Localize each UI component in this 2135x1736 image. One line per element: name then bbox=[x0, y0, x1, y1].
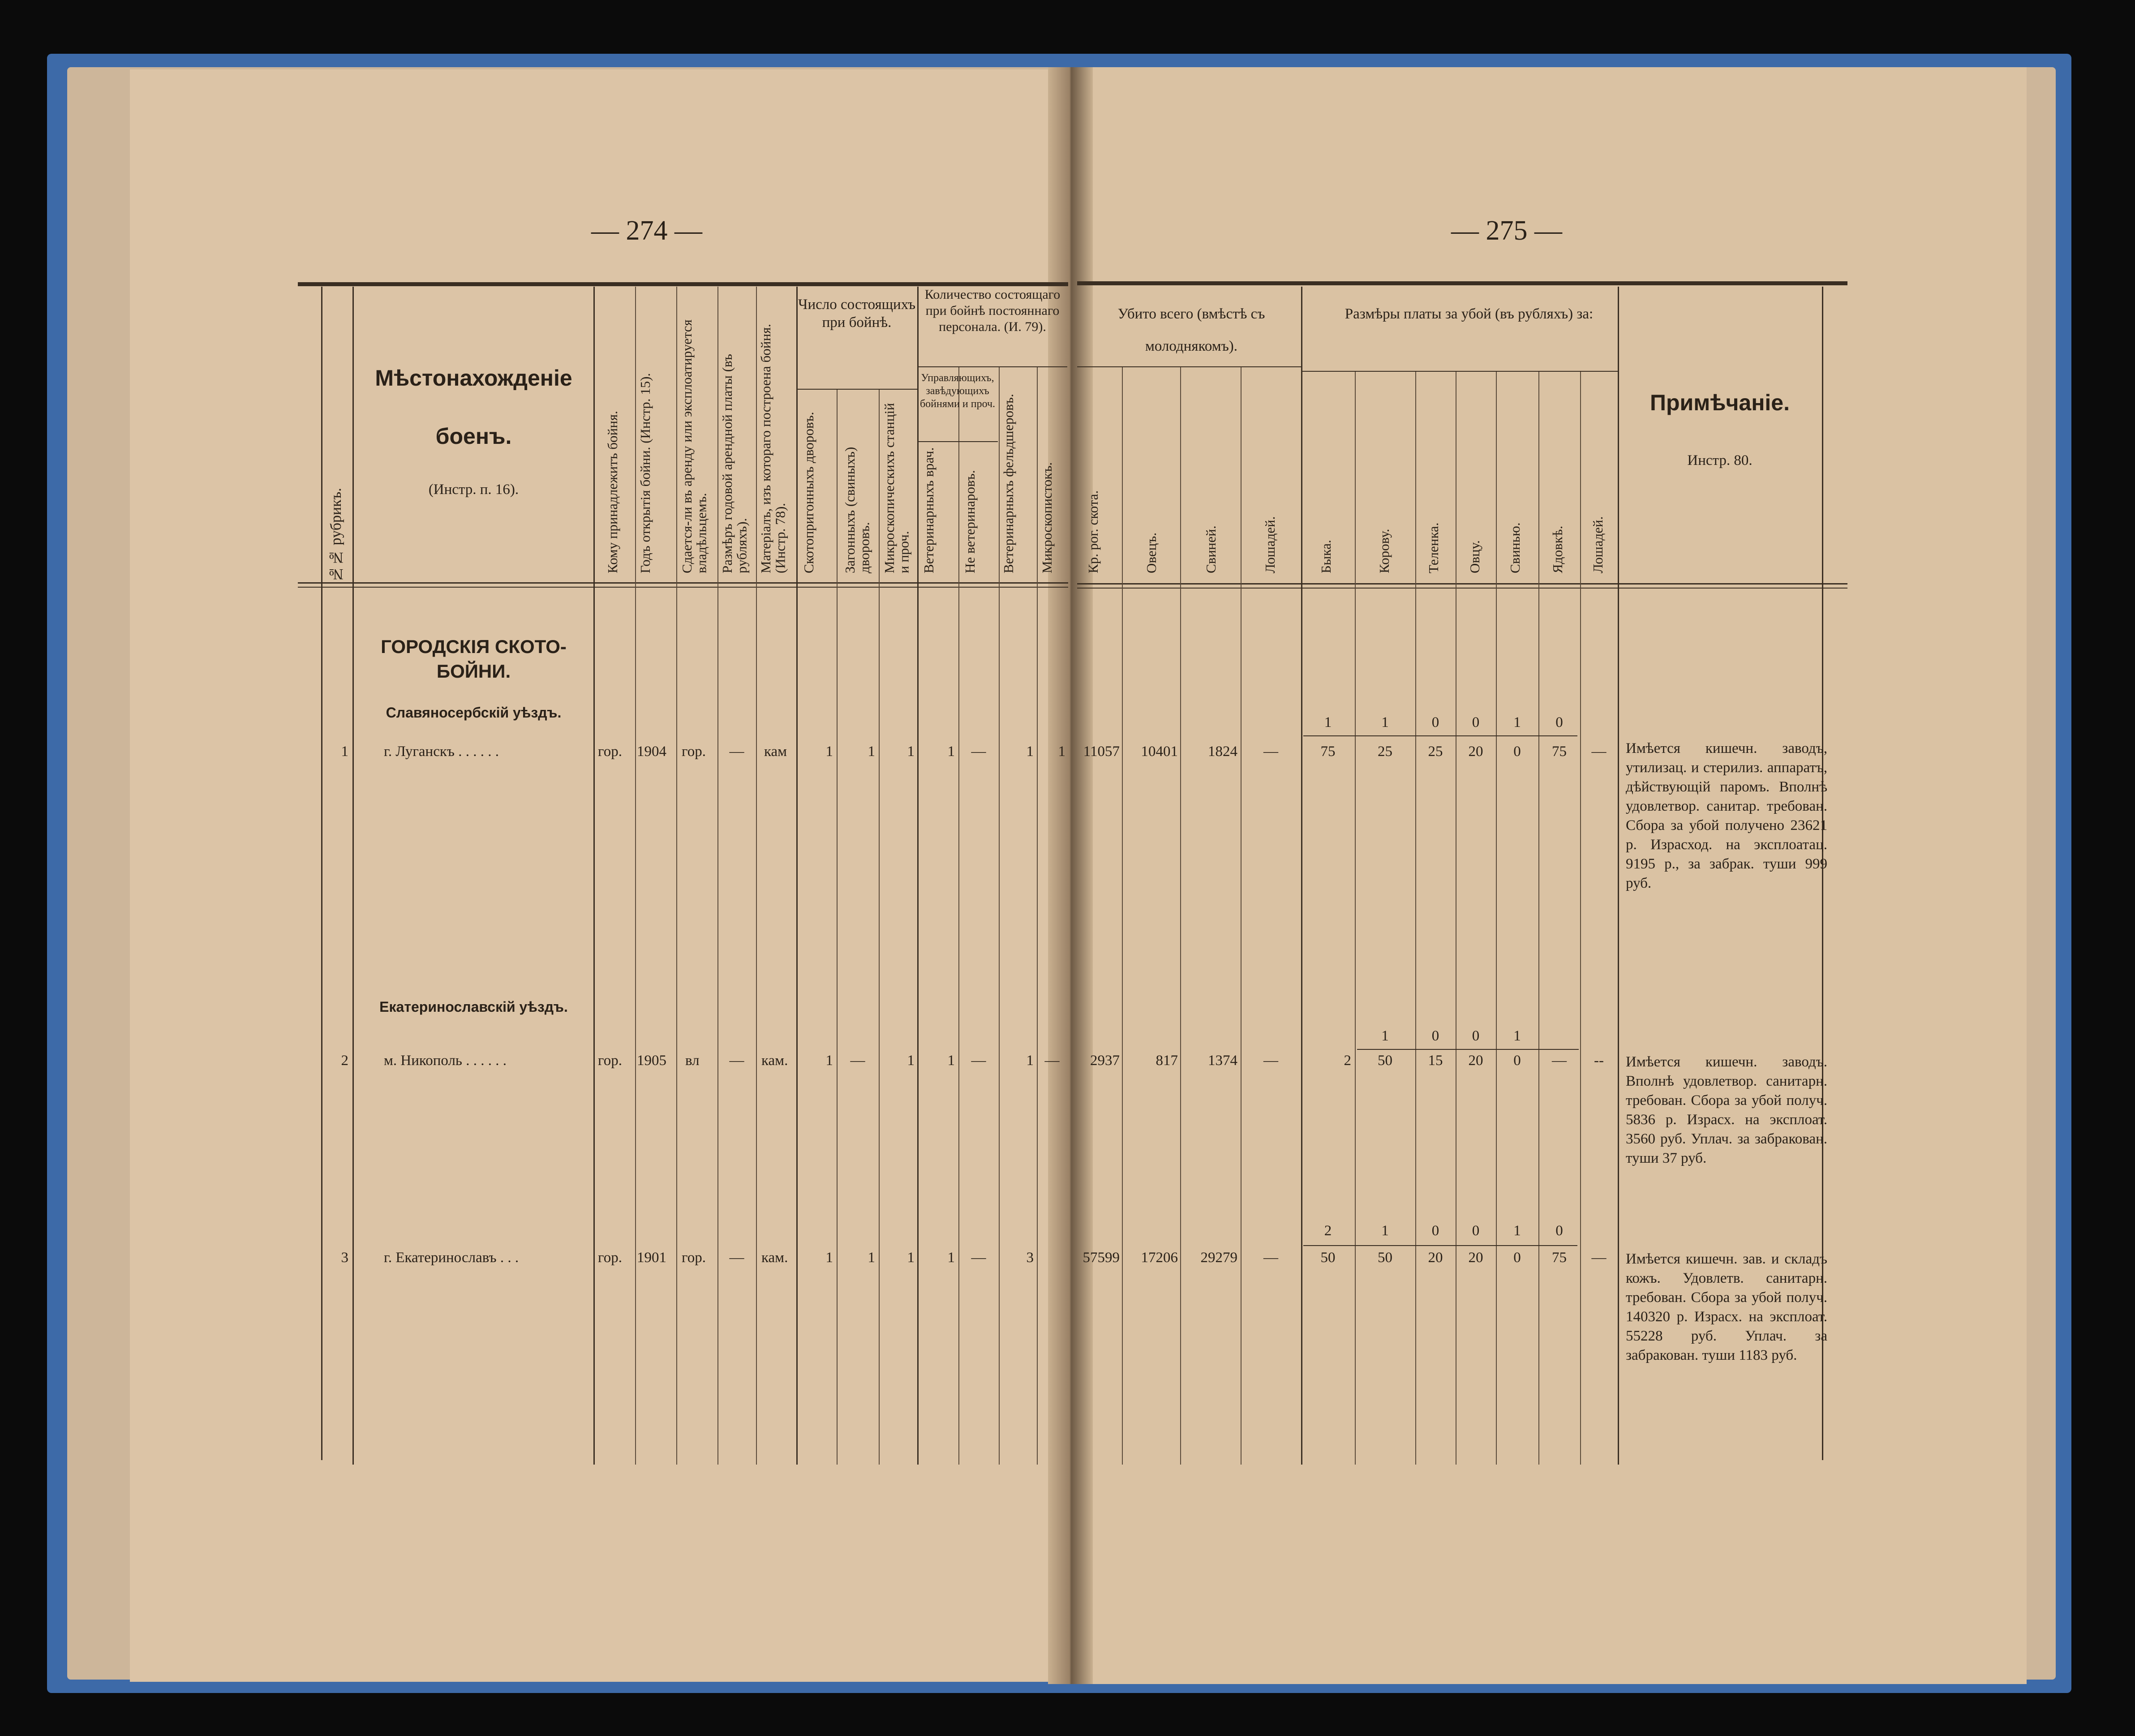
header-rule-right bbox=[1077, 583, 1847, 584]
fee-top: 1 bbox=[1381, 1223, 1389, 1239]
header-cattle: Кр. рог. скота. bbox=[1085, 490, 1101, 573]
fee-top: 0 bbox=[1472, 714, 1480, 730]
header-group-count: Число состоящихъ при бойнѣ. bbox=[798, 296, 916, 331]
fee-bottom: 75 bbox=[1552, 1250, 1567, 1266]
fee-top: 1 bbox=[1513, 714, 1521, 730]
col-line bbox=[635, 287, 636, 1465]
fee-bottom: 50 bbox=[1378, 1053, 1392, 1069]
fraction-rule bbox=[1303, 1245, 1577, 1246]
fraction-rule bbox=[1303, 735, 1577, 736]
col-line bbox=[1180, 367, 1181, 1465]
header-pens: Загонныхъ (свиныхъ) дворовъ. bbox=[842, 447, 872, 573]
row-year: 1905 bbox=[637, 1053, 666, 1069]
row-number: 3 bbox=[341, 1250, 348, 1266]
row-rent: — bbox=[729, 743, 744, 760]
fee-bottom: 20 bbox=[1468, 743, 1483, 760]
row-yards: 1 bbox=[825, 1053, 833, 1069]
fee-top: 1 bbox=[1513, 1028, 1521, 1044]
row-feldshers: 1 bbox=[1026, 743, 1034, 760]
header-pig-fee: Свинью. bbox=[1507, 522, 1523, 573]
col-line bbox=[1301, 287, 1302, 1465]
row-microscopists: 1 bbox=[1058, 743, 1065, 760]
page-number-right: — 275 — bbox=[1451, 215, 1562, 246]
header-vets: Ветеринарныхъ врач. bbox=[921, 447, 936, 573]
row-material: кам. bbox=[761, 1053, 788, 1069]
fee-bottom: 75 bbox=[1320, 743, 1336, 760]
col-line bbox=[321, 287, 322, 1460]
row-leased: гор. bbox=[682, 743, 706, 760]
fee-bottom: 2 bbox=[1344, 1053, 1351, 1069]
row-horses: — bbox=[1263, 1053, 1278, 1069]
header-non-vets: Не ветеринаровъ. bbox=[962, 470, 978, 573]
fee-top: 0 bbox=[1431, 1028, 1439, 1044]
row-place: г. Екатеринославъ . . . bbox=[384, 1250, 519, 1266]
col-line bbox=[837, 390, 838, 1465]
row-vets: 1 bbox=[947, 743, 955, 760]
row-horses: — bbox=[1263, 1250, 1278, 1266]
fee-top: 1 bbox=[1381, 714, 1389, 730]
header-bull: Быка. bbox=[1318, 540, 1334, 573]
fee-top: 0 bbox=[1472, 1223, 1480, 1239]
group-rule bbox=[1077, 366, 1301, 367]
row-yards: 1 bbox=[825, 743, 833, 760]
fee-top: 1 bbox=[1381, 1028, 1389, 1044]
header-calf: Теленка. bbox=[1426, 522, 1441, 573]
row-horses: — bbox=[1263, 743, 1278, 760]
fee-top: 0 bbox=[1431, 714, 1439, 730]
header-rent: Размѣръ годовой арендной платы (въ рубляхъ). bbox=[719, 354, 750, 573]
row-cattle: 2937 bbox=[1090, 1053, 1120, 1069]
header-leased: Сдается-ли въ аренду или эксплоатируется владѣльцемъ. bbox=[679, 319, 709, 573]
row-rent: — bbox=[729, 1250, 744, 1266]
row-microscopists: — bbox=[1044, 1053, 1060, 1069]
row-cattle: 57599 bbox=[1083, 1250, 1120, 1266]
col-line bbox=[1496, 372, 1497, 1465]
header-rubric-no: №№ рубрикъ. bbox=[328, 488, 344, 582]
fee-horse: — bbox=[1591, 743, 1607, 760]
fraction-rule bbox=[1357, 1049, 1579, 1050]
col-line bbox=[593, 287, 595, 1465]
header-horse-fee: Лошадей. bbox=[1590, 516, 1606, 573]
header-horses: Лошадей. bbox=[1262, 516, 1278, 573]
row-nonvets: — bbox=[971, 1250, 986, 1266]
header-location-title-2: боенъ. bbox=[435, 424, 512, 449]
row-micro: 1 bbox=[907, 1250, 915, 1266]
row-micro: 1 bbox=[907, 743, 915, 760]
fee-bottom: 50 bbox=[1378, 1250, 1392, 1266]
fee-bottom: — bbox=[1552, 1053, 1567, 1069]
district-label: Екатеринославскій уѣздъ. bbox=[379, 999, 568, 1015]
group-rule bbox=[1301, 371, 1618, 372]
header-owner: Кому принадлежитъ бойня. bbox=[605, 411, 620, 573]
fee-bottom: 0 bbox=[1513, 1250, 1521, 1266]
header-cow: Корову. bbox=[1376, 529, 1392, 573]
row-feldshers: 1 bbox=[1026, 1053, 1034, 1069]
page-number-left: — 274 — bbox=[591, 215, 702, 246]
row-nonvets: — bbox=[971, 1053, 986, 1069]
header-group-staff: Количество состоящаго при бойнѣ постояннаго персонала. (И. 79). bbox=[924, 287, 1061, 334]
header-rule-left bbox=[298, 582, 1068, 584]
row-pens: — bbox=[850, 1053, 865, 1069]
fee-bottom: 15 bbox=[1428, 1053, 1443, 1069]
fee-top: 1 bbox=[1324, 714, 1332, 730]
row-owner: гор. bbox=[598, 1250, 622, 1266]
group-rule bbox=[917, 441, 998, 442]
header-year: Годъ открытія бойни. (Инстр. 15). bbox=[637, 373, 653, 573]
row-sheep: 817 bbox=[1156, 1053, 1178, 1069]
row-year: 1904 bbox=[637, 743, 666, 760]
fee-top: 0 bbox=[1472, 1028, 1480, 1044]
header-notes-ref: Инстр. 80. bbox=[1687, 452, 1753, 468]
group-rule bbox=[917, 366, 1067, 367]
row-owner: гор. bbox=[598, 743, 622, 760]
header-location-ref: (Инстр. п. 16). bbox=[428, 481, 519, 498]
fee-top: 0 bbox=[1431, 1223, 1439, 1239]
header-managers: Управляющихъ, завѣдующихъ бойнями и проч. bbox=[919, 372, 996, 410]
col-line bbox=[756, 287, 757, 1465]
row-vets: 1 bbox=[947, 1053, 955, 1069]
row-vets: 1 bbox=[947, 1250, 955, 1266]
col-line bbox=[796, 287, 798, 1465]
header-notes-title: Примѣчаніе. bbox=[1650, 390, 1790, 415]
row-sheep: 17206 bbox=[1141, 1250, 1178, 1266]
row-feldshers: 3 bbox=[1026, 1250, 1034, 1266]
row-owner: гор. bbox=[598, 1053, 622, 1069]
row-pens: 1 bbox=[868, 1250, 875, 1266]
row-place: м. Никополь . . . . . . bbox=[384, 1053, 507, 1069]
header-heifer: Ядовкѣ. bbox=[1550, 525, 1565, 573]
header-micro-stations: Микроскопическихъ станцій и проч. bbox=[881, 403, 912, 573]
table-top-rule-left bbox=[298, 282, 1068, 286]
row-note: Имѣется кишечн. заводъ, утилизац. и стерилиз. аппаратъ, дѣйствующій паромъ. Вполнѣ удовлетвор. санитар. требован. Сбора за убой получено 23621 р. Израсход. на эксплоатац. 9195 р., за забрак. туши 999 руб. bbox=[1626, 740, 1827, 891]
col-line bbox=[352, 287, 354, 1465]
row-number: 1 bbox=[341, 743, 348, 760]
row-leased: вл bbox=[685, 1053, 700, 1069]
fee-bottom: 20 bbox=[1468, 1053, 1483, 1069]
row-micro: 1 bbox=[907, 1053, 915, 1069]
header-rule-right-2 bbox=[1077, 588, 1847, 589]
fee-bottom: 0 bbox=[1513, 743, 1521, 760]
group-rule bbox=[796, 389, 917, 390]
fee-bottom: 50 bbox=[1320, 1250, 1336, 1266]
header-fee-group: Размѣры платы за убой (въ рубляхъ) за: bbox=[1345, 306, 1594, 322]
header-sheep-fee: Овцу. bbox=[1467, 540, 1482, 573]
header-pigs: Свиней. bbox=[1203, 525, 1219, 573]
header-material: Матеріалъ, изъ котораго построена бойня. (Инстр. 78). bbox=[758, 324, 788, 573]
fee-horse: — bbox=[1591, 1250, 1607, 1266]
header-feldshers: Ветеринарныхъ фельдшеровъ. bbox=[1001, 394, 1016, 573]
row-note: Имѣется кишечн. зав. и складъ кожъ. Удовлетв. санитарн. требован. Сбора за убой получ. 140320 р. Израсх. на эксплоат. 55228 руб. Уплач. за забракован. туши 1183 руб. bbox=[1626, 1251, 1827, 1363]
district-label: Славяносербскій уѣздъ. bbox=[386, 705, 562, 721]
fee-bottom: 20 bbox=[1468, 1250, 1483, 1266]
row-rent: — bbox=[729, 1053, 744, 1069]
section-title: ГОРОДСКІЯ СКОТО- bbox=[381, 636, 567, 657]
fee-bottom: 0 bbox=[1513, 1053, 1521, 1069]
col-line bbox=[1538, 372, 1539, 1465]
fee-bottom: 25 bbox=[1428, 743, 1443, 760]
row-nonvets: — bbox=[971, 743, 986, 760]
fee-bottom: 25 bbox=[1378, 743, 1392, 760]
header-location-title: Мѣстонахожденіе bbox=[375, 365, 572, 391]
row-material: кам bbox=[764, 743, 787, 760]
header-yards: Скотопригонныхъ дворовъ. bbox=[801, 412, 816, 573]
fee-top: 2 bbox=[1324, 1223, 1332, 1239]
fee-top: 0 bbox=[1555, 1223, 1563, 1239]
fee-top: 0 bbox=[1555, 714, 1563, 730]
col-line bbox=[1037, 367, 1038, 1465]
row-place: г. Луганскъ . . . . . . bbox=[384, 743, 499, 760]
fee-bottom: 20 bbox=[1428, 1250, 1443, 1266]
col-line bbox=[917, 287, 919, 1465]
row-year: 1901 bbox=[637, 1250, 666, 1266]
row-pigs: 1824 bbox=[1208, 743, 1237, 760]
section-title-2: БОЙНИ. bbox=[436, 661, 511, 682]
fee-horse: -- bbox=[1594, 1053, 1604, 1069]
row-note: Имѣется кишечн. заводъ. Вполнѣ удовлетвор. санитарн. требован. Сбора за убой получ. 5836 р. Израсх. на эксплоат. 3560 руб. Уплач. за забракован. туши 37 руб. bbox=[1626, 1054, 1827, 1166]
row-yards: 1 bbox=[825, 1250, 833, 1266]
fee-top: 1 bbox=[1513, 1223, 1521, 1239]
row-pens: 1 bbox=[868, 743, 875, 760]
row-material: кам. bbox=[761, 1250, 788, 1266]
row-pigs: 29279 bbox=[1200, 1250, 1237, 1266]
header-microscopists: Микроскопистокъ. bbox=[1039, 462, 1055, 573]
row-pigs: 1374 bbox=[1208, 1053, 1237, 1069]
header-killed-group: Убито всего (вмѣстѣ съ молоднякомъ). bbox=[1117, 306, 1265, 354]
col-line bbox=[1122, 367, 1123, 1465]
table-top-rule-right bbox=[1077, 281, 1847, 285]
col-line bbox=[999, 367, 1000, 1465]
header-sheep: Овецъ. bbox=[1143, 533, 1159, 573]
row-sheep: 10401 bbox=[1141, 743, 1178, 760]
col-line bbox=[1415, 372, 1416, 1465]
col-line bbox=[958, 367, 959, 1465]
row-cattle: 11057 bbox=[1083, 743, 1120, 760]
header-rule-left-2 bbox=[298, 587, 1068, 588]
col-line bbox=[676, 287, 677, 1465]
col-line bbox=[1355, 372, 1356, 1465]
col-line bbox=[717, 287, 718, 1465]
col-line bbox=[1580, 372, 1581, 1465]
row-number: 2 bbox=[341, 1053, 348, 1069]
col-line bbox=[879, 390, 880, 1465]
fee-bottom: 75 bbox=[1552, 743, 1567, 760]
row-leased: гор. bbox=[682, 1250, 706, 1266]
